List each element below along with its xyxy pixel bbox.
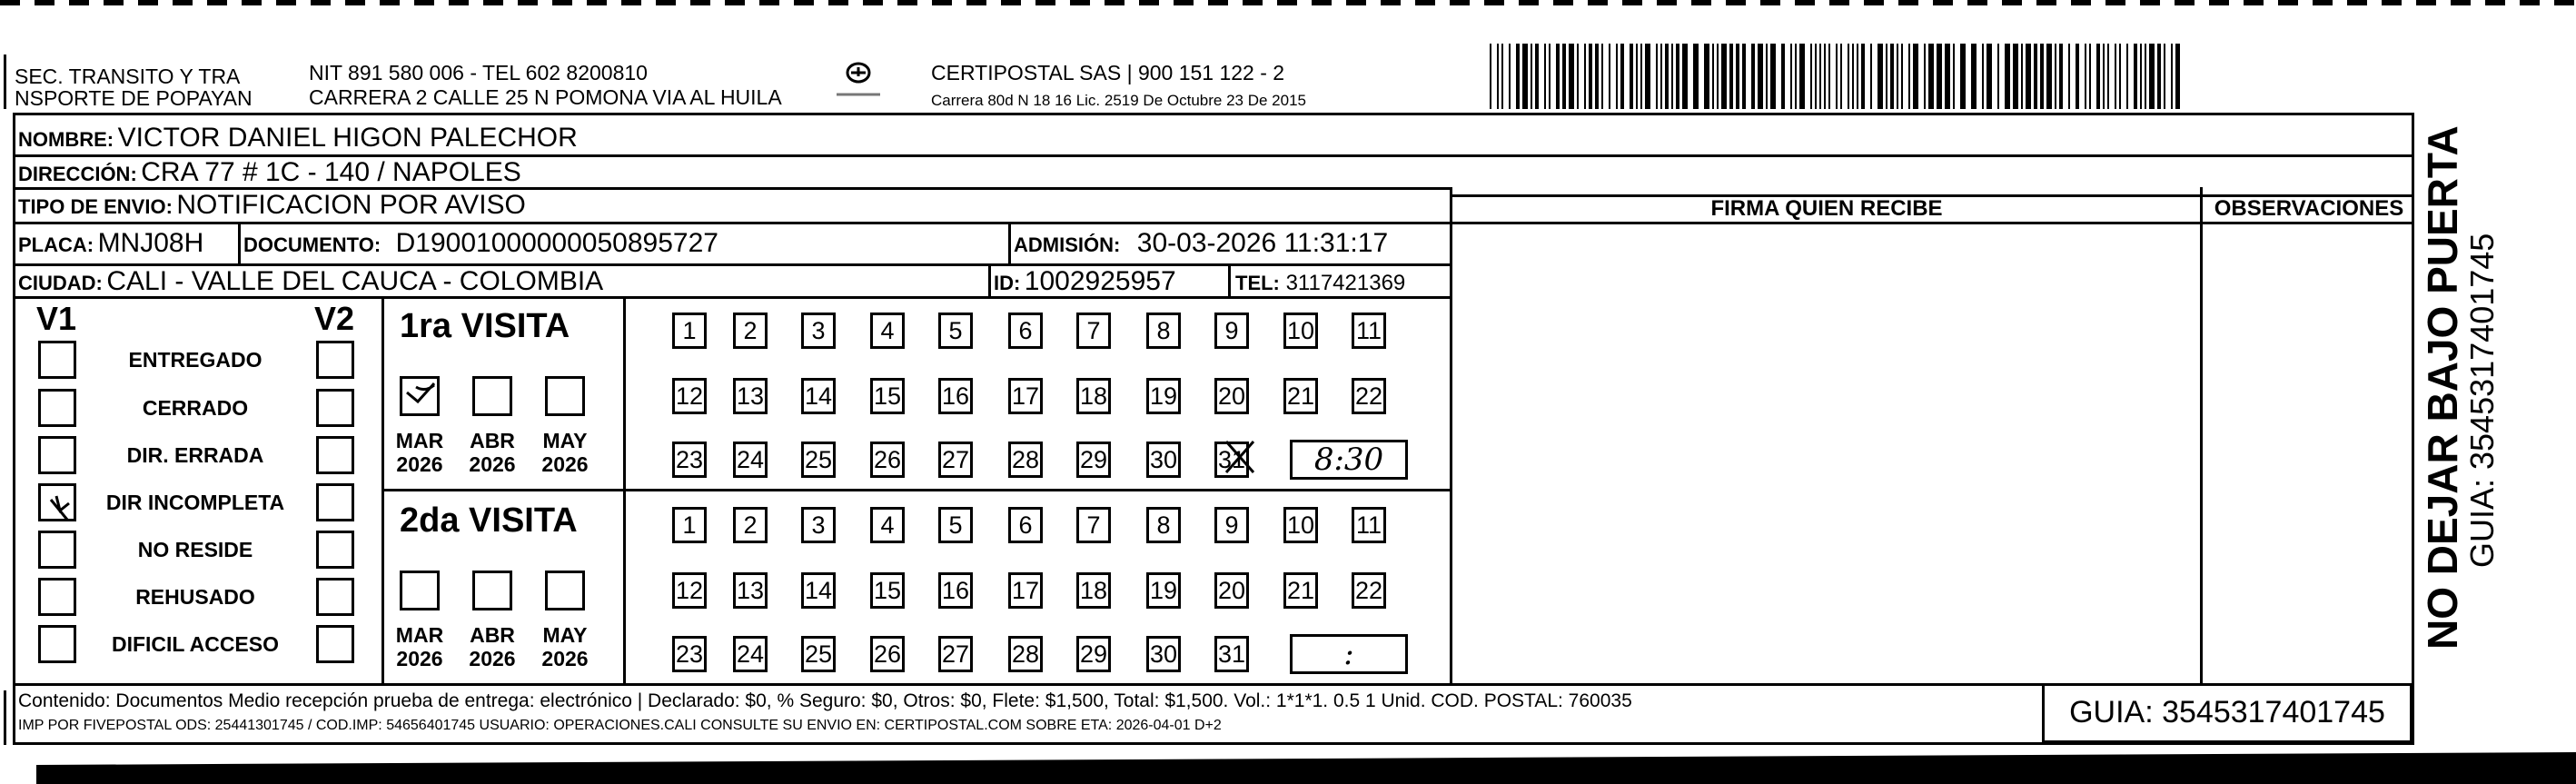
barcode-bar — [2005, 44, 2010, 109]
barcode-bar — [2013, 44, 2018, 109]
day-box[interactable]: 23 — [672, 442, 707, 478]
day-box[interactable]: 4 — [870, 507, 905, 543]
barcode-bar — [2126, 44, 2128, 109]
barcode-bar — [1848, 44, 1849, 109]
barcode-bar — [1676, 44, 1679, 109]
city-row — [18, 265, 603, 303]
day-box[interactable]: 12 — [672, 572, 707, 609]
barcode-bar — [2026, 44, 2031, 109]
month-name: ABR — [470, 623, 515, 647]
barcode-bar — [1890, 44, 1894, 109]
barcode-bar — [1795, 44, 1797, 109]
barcode-bar — [1616, 44, 1618, 109]
month-checkbox[interactable] — [400, 376, 440, 416]
barcode-bar — [1908, 44, 1910, 109]
barcode-bar — [1790, 44, 1792, 109]
v1-status-checkbox[interactable] — [38, 483, 76, 521]
day-box[interactable]: 19 — [1146, 378, 1181, 414]
day-box[interactable]: 30 — [1146, 442, 1181, 478]
barcode-bar — [1544, 44, 1546, 109]
month-year: 2026 — [541, 452, 589, 476]
barcode-bar — [1758, 44, 1763, 109]
day-box[interactable]: 7 — [1076, 507, 1111, 543]
id-value: 1002925957 — [1024, 266, 1176, 296]
admission-label: ADMISIÓN: — [1014, 233, 1121, 256]
day-box[interactable]: 8 — [1146, 313, 1181, 349]
v1-status-checkbox[interactable] — [38, 531, 76, 569]
tel-row — [1235, 267, 1405, 300]
barcode-bar — [1717, 44, 1719, 109]
company-line: CERTIPOSTAL SAS | 900 151 122 - 2 — [931, 61, 1285, 84]
day-box[interactable]: 25 — [801, 442, 836, 478]
barcode-bar — [1682, 44, 1688, 109]
day-box[interactable]: 30 — [1146, 636, 1181, 672]
edge-mark — [4, 690, 6, 745]
barcode-bar — [1913, 44, 1918, 109]
barcode-bar — [1897, 44, 1898, 109]
barcode-bar — [2145, 44, 2146, 109]
barcode-bar — [1945, 44, 1950, 109]
admission-row — [1014, 227, 1388, 264]
day-box[interactable]: 3 — [801, 507, 836, 543]
day-box[interactable]: 2 — [733, 507, 768, 543]
barcode-bar — [1924, 44, 1926, 109]
status-label: DIR INCOMPLETA — [105, 491, 285, 514]
month-year: 2026 — [469, 452, 516, 476]
barcode-bar — [1960, 44, 1966, 109]
tel-value: 3117421369 — [1285, 271, 1406, 295]
barcode-bar — [2059, 44, 2063, 109]
barcode-bar — [1928, 44, 1934, 109]
barcode-bar — [1630, 44, 1633, 109]
month-label — [532, 623, 598, 670]
barcode-bar — [1497, 44, 1499, 109]
day-box[interactable]: 6 — [1008, 313, 1043, 349]
barcode-bar — [1770, 44, 1776, 109]
barcode-bar — [1819, 44, 1821, 109]
barcode-bar — [1595, 44, 1599, 109]
day-box[interactable]: 2 — [733, 313, 768, 349]
barcode-bar — [2096, 44, 2100, 109]
visit-time-box[interactable]: 8:30 — [1290, 440, 1408, 480]
scan-edge-band — [36, 752, 2576, 784]
barcode-bar — [2089, 44, 2091, 109]
day-box[interactable]: 29 — [1076, 636, 1111, 672]
month-label — [387, 623, 452, 670]
barcode-bar — [1562, 44, 1566, 109]
admission-value: 30-03-2026 11:31:17 — [1136, 228, 1389, 258]
barcode-bar — [1857, 44, 1858, 109]
status-label: ENTREGADO — [128, 348, 263, 372]
day-box[interactable]: 16 — [938, 572, 973, 609]
month-label — [460, 623, 525, 670]
month-name: MAR — [395, 623, 444, 647]
barcode-bar — [1712, 44, 1714, 109]
month-name: MAY — [542, 429, 588, 452]
day-box[interactable]: 10 — [1283, 507, 1318, 543]
entity-name-line1: SEC. TRANSITO Y TRA — [15, 65, 241, 88]
name-label: NOMBRE: — [18, 128, 114, 151]
barcode-bar — [1609, 44, 1610, 109]
v1-status-checkbox[interactable] — [38, 389, 76, 427]
barcode-bar — [2140, 44, 2142, 109]
day-box[interactable]: 21 — [1283, 572, 1318, 609]
day-box[interactable]: 24 — [733, 636, 768, 672]
barcode-bar — [2134, 44, 2137, 109]
day-box[interactable]: 3 — [801, 313, 836, 349]
status-label: NO RESIDE — [137, 538, 253, 561]
barcode-bar — [2157, 44, 2161, 109]
day-box[interactable]: 5 — [938, 507, 973, 543]
month-year: 2026 — [541, 647, 589, 670]
day-box[interactable]: 18 — [1076, 572, 1111, 609]
status-label: REHUSADO — [135, 585, 255, 609]
barcode-bar — [1531, 44, 1532, 109]
address-value: CRA 77 # 1C - 140 / NAPOLES — [141, 157, 521, 187]
barcode-bar — [2171, 44, 2173, 109]
day-box[interactable]: 13 — [733, 572, 768, 609]
barcode-bar — [1997, 44, 1999, 109]
entity-name-line2: NSPORTE DE POPAYAN — [15, 86, 253, 110]
barcode-bar — [2119, 44, 2121, 109]
day-box[interactable]: 19 — [1146, 572, 1181, 609]
v2-label: V2 — [314, 300, 355, 337]
barcode-bar — [1636, 44, 1638, 109]
barcode-bar — [2085, 44, 2086, 109]
month-checkbox[interactable] — [472, 376, 512, 416]
barcode-bar — [1671, 44, 1673, 109]
company-address: Carrera 80d N 18 16 Lic. 2519 De Octubre 23 De 2015 — [931, 92, 1306, 109]
barcode-bar — [1721, 44, 1727, 109]
barcode-bar — [1640, 44, 1642, 109]
status-label: DIFICIL ACCESO — [111, 632, 279, 656]
month-checkbox[interactable] — [545, 571, 585, 610]
day-box[interactable]: 14 — [801, 572, 836, 609]
day-box[interactable]: 24 — [733, 442, 768, 478]
side-tracking-number: GUIA: 3545317401745 — [2463, 233, 2501, 568]
month-year: 2026 — [469, 647, 516, 670]
barcode-bar — [1556, 44, 1560, 109]
content-details: Contenido: Documentos Medio recepción prueba de entrega: electrónico | Declarado: $0, % Seguro: $0, Otros: $0, Flete: $1,500, Total: $1,500. Vol.: 1*1*1. 0.5 1 Unid. COD. POSTAL: 760035 — [18, 690, 1632, 711]
v1-status-checkbox[interactable] — [38, 625, 76, 663]
day-box[interactable]: 7 — [1076, 313, 1111, 349]
day-box[interactable]: 17 — [1008, 572, 1043, 609]
barcode-bar — [1645, 44, 1650, 109]
day-box[interactable]: 17 — [1008, 378, 1043, 414]
day-box[interactable]: 21 — [1283, 378, 1318, 414]
edge-mark — [4, 55, 6, 109]
name-row — [18, 122, 578, 159]
id-label: ID: — [994, 272, 1021, 294]
entity-address: CARRERA 2 CALLE 25 N POMONA VIA AL HUILA — [309, 85, 782, 109]
v2-status-checkbox[interactable] — [316, 625, 354, 663]
barcode-bar — [1971, 44, 1977, 109]
barcode-bar — [1490, 44, 1491, 109]
month-name: MAR — [395, 429, 444, 452]
day-box[interactable]: 27 — [938, 442, 973, 478]
day-box[interactable]: 11 — [1352, 313, 1386, 349]
barcode-bar — [1501, 44, 1503, 109]
day-box[interactable]: 26 — [870, 636, 905, 672]
day-box[interactable]: 23 — [672, 636, 707, 672]
day-box[interactable]: 20 — [1214, 378, 1249, 414]
day-box[interactable]: 16 — [938, 378, 973, 414]
shipment-type-value: NOTIFICACION POR AVISO — [176, 190, 526, 220]
barcode-bar — [1828, 44, 1830, 109]
barcode-bar — [1781, 44, 1785, 109]
day-box[interactable]: 1 — [672, 313, 707, 349]
month-name: ABR — [470, 429, 515, 452]
barcode-bar — [1736, 44, 1739, 109]
document-label: DOCUMENTO: — [243, 233, 381, 256]
barcode-bar — [1815, 44, 1817, 109]
month-label — [460, 429, 525, 476]
barcode-bar — [1704, 44, 1709, 109]
barcode-bar — [1693, 44, 1699, 109]
barcode-bar — [2040, 44, 2044, 109]
v2-status-checkbox[interactable] — [316, 341, 354, 379]
certipostal-seal-icon — [831, 55, 886, 105]
month-label — [532, 429, 598, 476]
barcode-bar — [2149, 44, 2155, 109]
barcode-bar — [1569, 44, 1574, 109]
day-box[interactable]: 28 — [1008, 636, 1043, 672]
barcode-bar — [1836, 44, 1838, 109]
plate-value: MNJ08H — [97, 228, 204, 258]
barcode-bar — [1878, 44, 1883, 109]
signature-column-header: FIRMA QUIEN RECIBE — [1710, 196, 1943, 221]
tear-line — [0, 0, 2576, 5]
month-checkbox[interactable] — [545, 376, 585, 416]
day-box[interactable]: 5 — [938, 313, 973, 349]
v1-status-checkbox[interactable] — [38, 578, 76, 616]
barcode-bar — [2076, 44, 2079, 109]
barcode — [1490, 44, 2180, 109]
barcode-bar — [1516, 44, 1520, 109]
month-year: 2026 — [396, 452, 443, 476]
barcode-bar — [1824, 44, 1826, 109]
barcode-bar — [1729, 44, 1733, 109]
day-box[interactable]: 13 — [733, 378, 768, 414]
day-box[interactable]: 14 — [801, 378, 836, 414]
barcode-bar — [2034, 44, 2037, 109]
plate-row — [18, 227, 203, 264]
barcode-bar — [1766, 44, 1768, 109]
barcode-bar — [1584, 44, 1586, 109]
v2-status-checkbox[interactable] — [316, 389, 354, 427]
barcode-bar — [1535, 44, 1539, 109]
do-not-leave-under-door-warning: NO DEJAR BAJO PUERTA — [2419, 125, 2466, 650]
v2-status-checkbox[interactable] — [316, 483, 354, 521]
day-box[interactable]: 11 — [1352, 507, 1386, 543]
barcode-bar — [1982, 44, 1984, 109]
day-box[interactable]: 25 — [801, 636, 836, 672]
shipment-type-row — [18, 189, 526, 226]
day-box[interactable]: 6 — [1008, 507, 1043, 543]
observations-column-header: OBSERVACIONES — [2214, 196, 2404, 221]
nit-line: NIT 891 580 006 - TEL 602 8200810 — [309, 61, 648, 84]
day-box[interactable]: 8 — [1146, 507, 1181, 543]
shipment-type-label: TIPO DE ENVIO: — [18, 195, 173, 218]
barcode-bar — [1509, 44, 1511, 109]
barcode-bar — [1840, 44, 1842, 109]
month-label — [387, 429, 452, 476]
barcode-bar — [2103, 44, 2105, 109]
v1-label: V1 — [36, 300, 77, 337]
barcode-bar — [2021, 44, 2023, 109]
day-box[interactable]: 28 — [1008, 442, 1043, 478]
barcode-bar — [1589, 44, 1592, 109]
tel-label: TEL: — [1235, 272, 1280, 294]
v2-status-checkbox[interactable] — [316, 436, 354, 474]
barcode-bar — [2055, 44, 2056, 109]
barcode-bar — [1522, 44, 1528, 109]
day-box[interactable]: 1 — [672, 507, 707, 543]
barcode-bar — [1852, 44, 1854, 109]
month-year: 2026 — [396, 647, 443, 670]
barcode-bar — [1577, 44, 1579, 109]
day-box[interactable]: 31 — [1214, 636, 1249, 672]
barcode-bar — [1937, 44, 1942, 109]
barcode-bar — [1665, 44, 1669, 109]
day-box[interactable]: 31 — [1214, 442, 1249, 478]
day-box[interactable]: 12 — [672, 378, 707, 414]
barcode-bar — [1810, 44, 1812, 109]
barcode-bar — [2046, 44, 2052, 109]
barcode-bar — [1870, 44, 1872, 109]
day-box[interactable]: 22 — [1352, 378, 1386, 414]
barcode-bar — [2068, 44, 2070, 109]
barcode-bar — [1861, 44, 1865, 109]
barcode-bar — [2175, 44, 2180, 109]
barcode-bar — [1986, 44, 1992, 109]
barcode-bar — [1901, 44, 1903, 109]
barcode-bar — [2115, 44, 2116, 109]
month-name: MAY — [542, 623, 588, 647]
day-box[interactable]: 9 — [1214, 313, 1249, 349]
v1-status-checkbox[interactable] — [38, 436, 76, 474]
status-label: CERRADO — [142, 396, 249, 420]
day-box[interactable]: 20 — [1214, 572, 1249, 609]
day-box[interactable]: 18 — [1076, 378, 1111, 414]
tracking-number-box: GUIA: 3545317401745 — [2042, 683, 2413, 743]
address-row — [18, 156, 521, 194]
city-value: CALI - VALLE DEL CAUCA - COLOMBIA — [106, 266, 604, 296]
day-box[interactable]: 4 — [870, 313, 905, 349]
name-value: VICTOR DANIEL HIGON PALECHOR — [117, 123, 578, 153]
barcode-bar — [1742, 44, 1746, 109]
day-box[interactable]: 9 — [1214, 507, 1249, 543]
barcode-bar — [1620, 44, 1624, 109]
day-box[interactable]: 26 — [870, 442, 905, 478]
month-checkbox[interactable] — [472, 571, 512, 610]
barcode-bar — [2164, 44, 2165, 109]
second-visit-title: 2da VISITA — [400, 501, 578, 540]
day-box[interactable]: 10 — [1283, 313, 1318, 349]
status-label: DIR. ERRADA — [126, 443, 264, 467]
day-box[interactable]: 27 — [938, 636, 973, 672]
day-box[interactable]: 15 — [870, 378, 905, 414]
barcode-bar — [1660, 44, 1662, 109]
v1-status-checkbox[interactable] — [38, 341, 76, 379]
document-row — [243, 227, 718, 264]
document-value: D19001000000050895727 — [395, 228, 718, 258]
id-row — [994, 265, 1176, 303]
first-visit-title: 1ra VISITA — [400, 307, 570, 345]
visit-time-box[interactable]: : — [1290, 634, 1408, 674]
barcode-bar — [1886, 44, 1887, 109]
plate-label: PLACA: — [18, 233, 94, 256]
v2-status-checkbox[interactable] — [316, 578, 354, 616]
print-details: IMP POR FIVEPOSTAL ODS: 25441301745 / COD.IMP: 54656401745 USUARIO: OPERACIONES.CALI CONSULTE SU ENVIO EN: CERTIPOSTAL.COM SOBRE ETA: 2026-04-01 D+2 — [18, 718, 1222, 733]
day-box[interactable]: 29 — [1076, 442, 1111, 478]
barcode-bar — [1549, 44, 1551, 109]
barcode-bar — [2107, 44, 2109, 109]
barcode-bar — [1799, 44, 1805, 109]
day-box[interactable]: 15 — [870, 572, 905, 609]
v2-status-checkbox[interactable] — [316, 531, 354, 569]
barcode-bar — [1751, 44, 1755, 109]
barcode-bar — [1601, 44, 1603, 109]
address-label: DIRECCIÓN: — [18, 163, 137, 185]
day-box[interactable]: 22 — [1352, 572, 1386, 609]
barcode-bar — [1656, 44, 1658, 109]
city-label: CIUDAD: — [18, 272, 103, 294]
month-checkbox[interactable] — [400, 571, 440, 610]
barcode-bar — [1953, 44, 1955, 109]
